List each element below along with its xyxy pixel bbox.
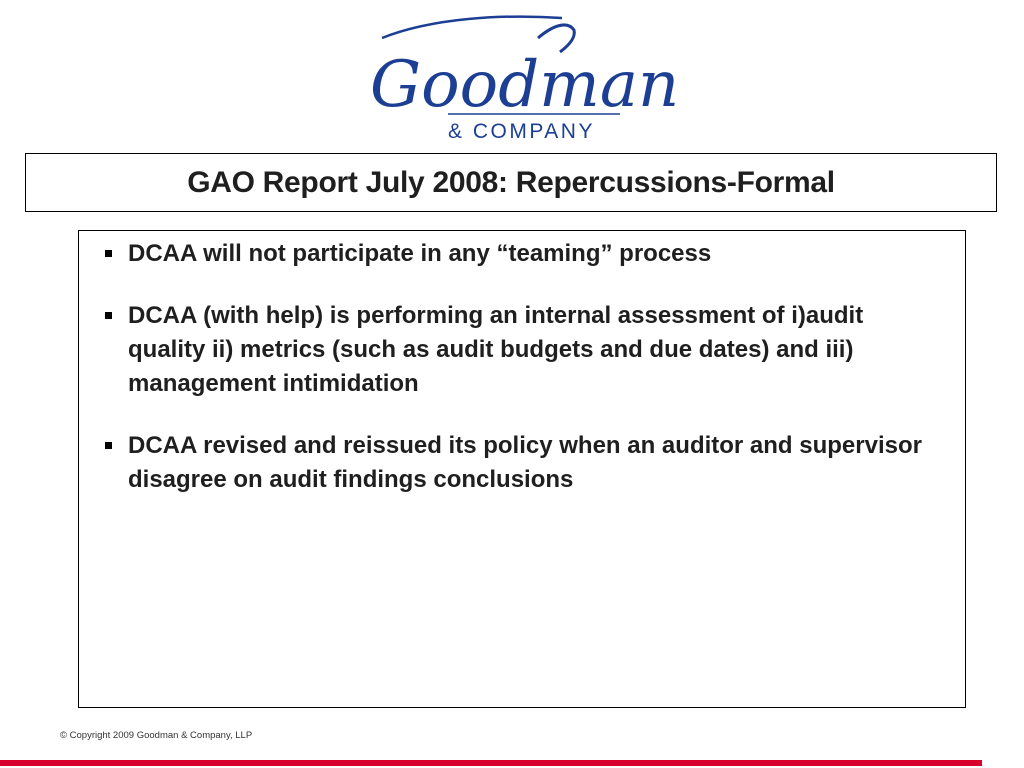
bullet-text: DCAA revised and reissued its policy when an auditor and supervisor disagree on audit findings conclusions: [128, 432, 922, 493]
square-bullet-icon: [105, 442, 112, 449]
goodman-company-logo: [362, 8, 680, 148]
bullet-item: [105, 237, 925, 271]
logo-swash-top: [382, 17, 562, 38]
bullet-text: DCAA will not participate in any “teaming” process: [128, 240, 712, 267]
logo-wordmark: Goodman: [370, 48, 680, 122]
slide-title-box: [25, 153, 997, 212]
slide-content-box: [78, 230, 966, 708]
bullet-list: [105, 237, 925, 525]
copyright-notice: © Copyright 2009 Goodman & Company, LLP: [60, 730, 253, 741]
footer-accent-bar: [0, 760, 982, 766]
slide-title: GAO Report July 2008: Repercussions-Formal: [187, 165, 835, 199]
bullet-item: [105, 429, 925, 497]
logo-graphic: [362, 8, 680, 148]
bullet-text: DCAA (with help) is performing an internal assessment of i)audit quality ii) metrics (such as audit budgets and due dates) and iii) management intimidation: [128, 302, 864, 397]
square-bullet-icon: [105, 250, 112, 257]
bullet-item: [105, 299, 925, 401]
square-bullet-icon: [105, 312, 112, 319]
logo-tagline: & COMPANY: [448, 120, 595, 143]
